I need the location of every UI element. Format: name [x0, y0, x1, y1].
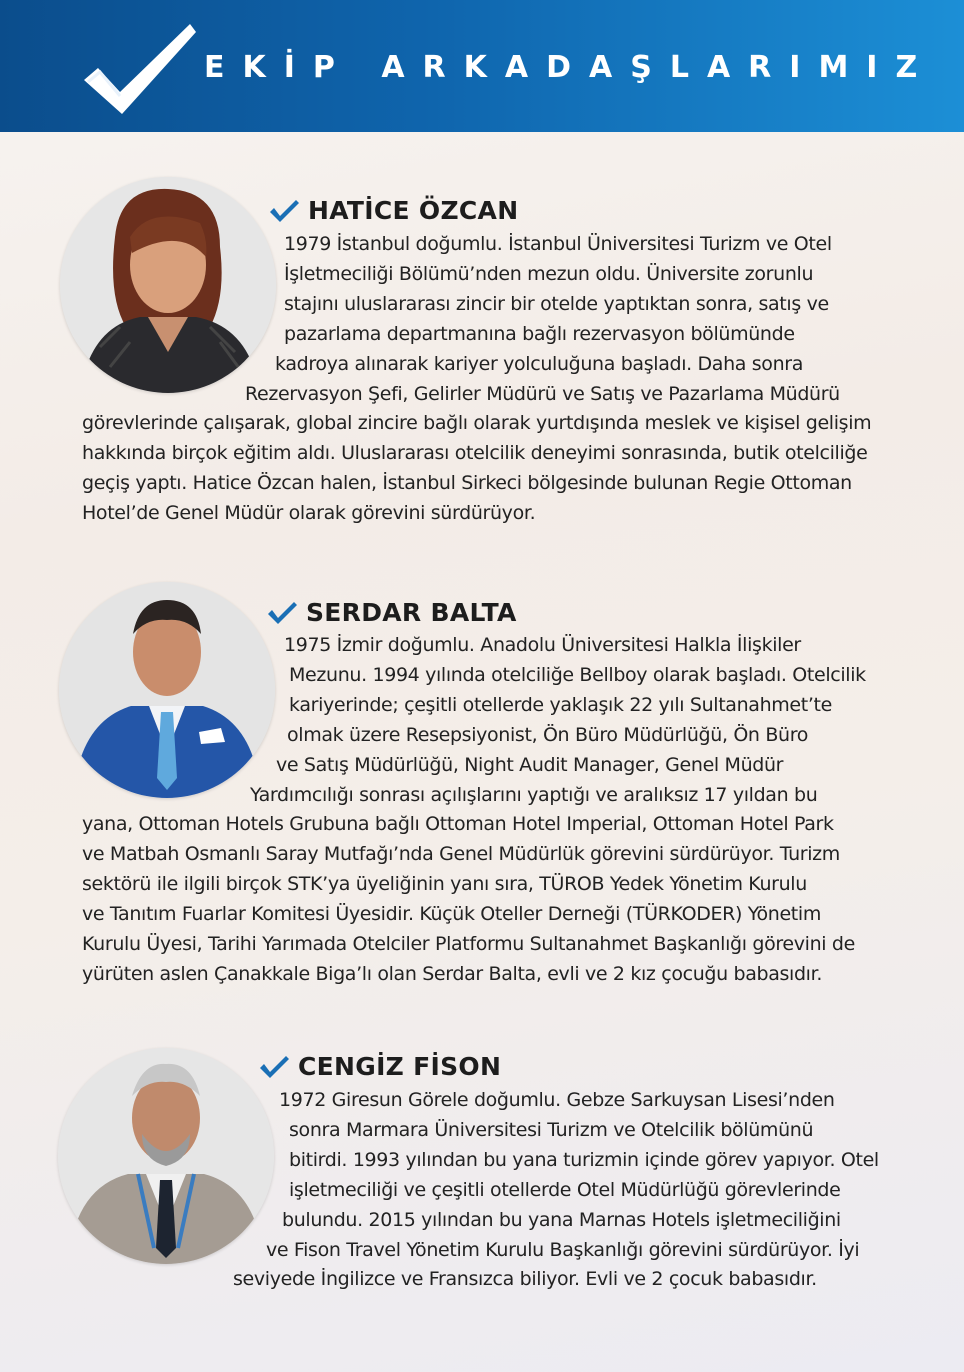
- bio-line: geçiş yaptı. Hatice Özcan halen, İstanbul Sirkeci bölgesinde bulunan Regie Ottoman: [82, 472, 852, 495]
- bio-line: kariyerinde; çeşitli otellerde yaklaşık 22 yılı Sultanahmet’te: [289, 693, 832, 716]
- bio-line: ve Fison Travel Yönetim Kurulu Başkanlığı görevini sürdürüyor. İyi: [266, 1238, 860, 1261]
- bio-line: hakkında birçok eğitim aldı. Uluslararası otelcilik deneyimi sonrasında, butik otelciliğe: [82, 442, 868, 465]
- page-header: [0, 0, 964, 132]
- checkmark-icon: [266, 600, 298, 626]
- bio-line: sonra Marmara Üniversitesi Turizm ve Otelcilik bölümünü: [289, 1118, 814, 1141]
- member-bio: [0, 230, 872, 529]
- member-bio: [0, 631, 866, 990]
- checkmark-icon: [78, 18, 200, 118]
- checkmark-icon: [258, 1054, 290, 1080]
- bio-line: Hotel’de Genel Müdür olarak görevini sürdürüyor.: [82, 502, 536, 525]
- bio-line: seviyede İngilizce ve Fransızca biliyor. Evli ve 2 çocuk babasıdır.: [233, 1268, 817, 1291]
- checkmark-icon: [268, 198, 300, 224]
- bio-line: görevlerinde çalışarak, global zincire bağlı olarak yurtdışında meslek ve kişisel gelişim: [82, 412, 872, 435]
- bio-line: ve Matbah Osmanlı Saray Mutfağı’nda Genel Müdürlük görevini sürdürüyor. Turizm: [82, 843, 840, 866]
- bio-line: ve Satış Müdürlüğü, Night Audit Manager, Genel Müdür: [276, 753, 784, 776]
- bio-line: Mezunu. 1994 yılında otelciliğe Bellboy olarak başladı. Otelcilik: [289, 663, 866, 686]
- page-title: EKİP ARKADAŞLARIMIZ: [204, 50, 936, 85]
- bio-line: 1972 Giresun Görele doğumlu. Gebze Sarkuysan Lisesi’nden: [279, 1089, 835, 1111]
- bio-line: yürüten aslen Çanakkale Biga’lı olan Serdar Balta, evli ve 2 kız çocuğu babasıdır.: [82, 962, 823, 985]
- bio-line: Kurulu Üyesi, Tarihi Yarımada Otelciler Platformu Sultanahmet Başkanlığı görevini de: [82, 933, 855, 956]
- bio-line: bulundu. 2015 yılından bu yana Marnas Hotels işletmeciliğini: [282, 1208, 841, 1231]
- bio-line: kadroya alınarak kariyer yolculuğuna başladı. Daha sonra: [275, 352, 804, 375]
- bio-line: yana, Ottoman Hotels Grubuna bağlı Ottoman Hotel Imperial, Ottoman Hotel Park: [82, 813, 834, 836]
- bio-line: 1979 İstanbul doğumlu. İstanbul Üniversitesi Turizm ve Otel: [284, 233, 832, 255]
- bio-line: Rezervasyon Şefi, Gelirler Müdürü ve Satış ve Pazarlama Müdürü: [245, 382, 840, 405]
- bio-line: stajını uluslararası zincir bir otelde yaptıktan sonra, satış ve: [284, 292, 829, 315]
- bio-line: bitirdi. 1993 yılından bu yana turizmin içinde görev yapıyor. Otel: [289, 1148, 879, 1171]
- member-name: CENGİZ FİSON: [298, 1052, 502, 1081]
- member-name: HATİCE ÖZCAN: [308, 196, 519, 225]
- bio-line: pazarlama departmanına bağlı rezervasyon bölümünde: [284, 322, 795, 345]
- bio-line: sektörü ile ilgili birçok STK’ya üyeliğinin yanı sıra, TÜROB Yedek Yönetim Kurulu: [82, 873, 807, 896]
- bio-line: 1975 İzmir doğumlu. Anadolu Üniversitesi Halkla İlişkiler: [284, 634, 801, 656]
- bio-line: ve Tanıtım Fuarlar Komitesi Üyesidir. Küçük Oteller Derneği (TÜRKODER) Yönetim: [82, 903, 821, 926]
- bio-line: İşletmeciliği Bölümü’nden mezun oldu. Üniversite zorunlu: [284, 262, 814, 285]
- bio-line: olmak üzere Resepsiyonist, Ön Büro Müdürlüğü, Ön Büro: [287, 723, 809, 746]
- member-bio: [0, 1086, 879, 1295]
- bio-line: Yardımcılığı sonrası açılışlarını yaptığı ve aralıksız 17 yıldan bu: [250, 783, 818, 806]
- member-name: SERDAR BALTA: [306, 598, 517, 627]
- bio-line: işletmeciliği ve çeşitli otellerde Otel Müdürlüğü görevlerinde: [289, 1178, 841, 1201]
